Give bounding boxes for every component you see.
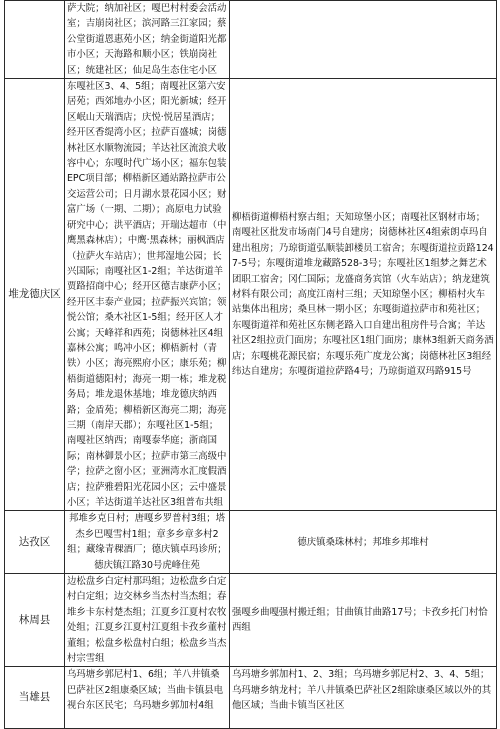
area-list-cell: 德庆镇桑珠林村；邦堆乡邦堆村 bbox=[230, 511, 497, 574]
area-list-cell: 萨大院；纳加社区；嘎巴村村委会活动室；吉崩岗社区；滨河路三江家园；蔡公堂街道恩惠苑小区；纳金街道阳光都市小区；天海路和顺小区；铁崩岗社区；统建社区；仙足岛生态住宅小区 bbox=[65, 1, 230, 79]
area-list-cell: 东嘎社区3、4、5组；南嘎社区第六安居苑；西郊地办小区；阳光新城；经开区岷山天瑞酒店；庆悦·悦居星酒店；经开区香缇湾小区；拉萨百盛城；岗德林社区水顺物流园；羊达社区流浪犬收容中心；东嘎时代广场小区；福东包装EPC项目部；柳梧新区通站路拉萨市公交运营公司；日月湖水景花园小区；财富广场（一期、二期）；高原电力试验研究中心；洪平酒店；开瑞达超市（中鹰黑森林店）；中鹰·黑森林；丽枫酒店（拉萨火车站店）；世邦湿地公园；长兴国际；南嘎社区1-2组；羊达街道羊贾路招商中心；经开区德吉康萨小区；经开区丰泰产业园；拉萨振兴宾馆；领悦公馆；桑木社区1-5组；经开区人才公寓；天峰祥和西苑；岗德林社区4组嘉林公寓；鸣冲小区；柳梧新村（青铁）小区；海亮熙府小区；康乐苑；柳梧街道德阳村；海亮一期一栋；堆龙税务局；堆龙退休基地；堆龙德庆纳西路；金盾苑；柳梧新区海亮二期；海亮三期（南岸天郡）；东嘎社区1-5组；南嘎社区纳西；南嘎泰华庭；浙商国际；南林御景小区；拉萨市第三高级中学；拉萨之窗小区；亚洲湾水汇度假酒店；拉萨雅碧阳光花园小区；云中盛景小区；羊达街道羊达社区3组普布共组 bbox=[65, 79, 230, 511]
area-list-cell bbox=[230, 1, 497, 79]
district-cell: 堆龙德庆区 bbox=[5, 79, 65, 511]
table-row bbox=[5, 79, 497, 511]
table-row bbox=[5, 667, 497, 729]
table-row bbox=[5, 1, 497, 79]
table-row bbox=[5, 574, 497, 667]
area-list-cell: 柳梧街道柳梧村察古组；天知琼堡小区；南嘎社区钢材市场；南嘎社区批发市场南门4号自建房；岗德林社区4组索朗卓玛自建出租房；乃琼街道弘顺装卸楼员工宿舍；东嘎街道拉贡路1247-5号；东嘎街道堆龙藏路528-3号；东嘎社区1组梦之舞艺术团职工宿舍；冈仁国际；龙盛商务宾馆（火车站店）；纳龙建筑材料有限公司；高度江南村三组；天知琼堡小区；柳梧村火车站集体出租房；桑旦林一期小区；东嘎街道拉萨市和苑社区；东嘎街道祥和苑社区东侧老路入口自建出租房件号合寓；羊达社区2组拉贡门面房；东嘎社区1组门面房；康林3组新天商务酒店；东嘎桃花源民宿；东嘎乐苑广度龙公寓；岗德林社区3组经纬达自建房；东嘎街道拉萨路4号；乃琼街道双玛路915号 bbox=[230, 79, 497, 511]
area-list-cell: 乌玛塘乡郭加村1、2、3组；乌玛塘乡郭尼村2、3、4、5组；乌玛塘乡纳龙村；羊八井镇桑巴萨社区2组除康桑区域以外的其他区域；当曲卡镇当区社区 bbox=[230, 667, 497, 729]
district-cell: 达孜区 bbox=[5, 511, 65, 574]
area-list-cell: 乌玛塘乡郭尼村1、6组；羊八井镇桑巴萨社区2组康桑区域；当曲卡镇县电视台东区民宅；乌玛塘乡郭加村4组 bbox=[65, 667, 230, 729]
area-list-cell: 邦堆乡克日村；唐嘎乡罗普村3组；塔杰乡巴嘎雪村1组；章多乡章多村2组；藏缘青稞酒厂；德庆镇卓玛诊所；德庆镇江路30号虎峰住苑 bbox=[65, 511, 230, 574]
risk-area-table bbox=[4, 0, 497, 729]
district-cell bbox=[5, 1, 65, 79]
area-list-cell: 强嘎乡曲嘎强村搬迁组；甘曲镇甘曲路17号；卡孜乡托门村恰西组 bbox=[230, 574, 497, 667]
district-cell: 当雄县 bbox=[5, 667, 65, 729]
district-cell: 林周县 bbox=[5, 574, 65, 667]
table-row bbox=[5, 511, 497, 574]
area-list-cell: 边松盘乡白定村那玛组；边松盘乡白定村白定组；边交林乡当杰村当杰组；春堆乡卡东村楚杰组；江夏乡江夏村农牧处组；江夏乡江夏村江夏组卡孜乡董村董组；松盘乡松盘村白组；松盘乡当杰村宗雪组 bbox=[65, 574, 230, 667]
